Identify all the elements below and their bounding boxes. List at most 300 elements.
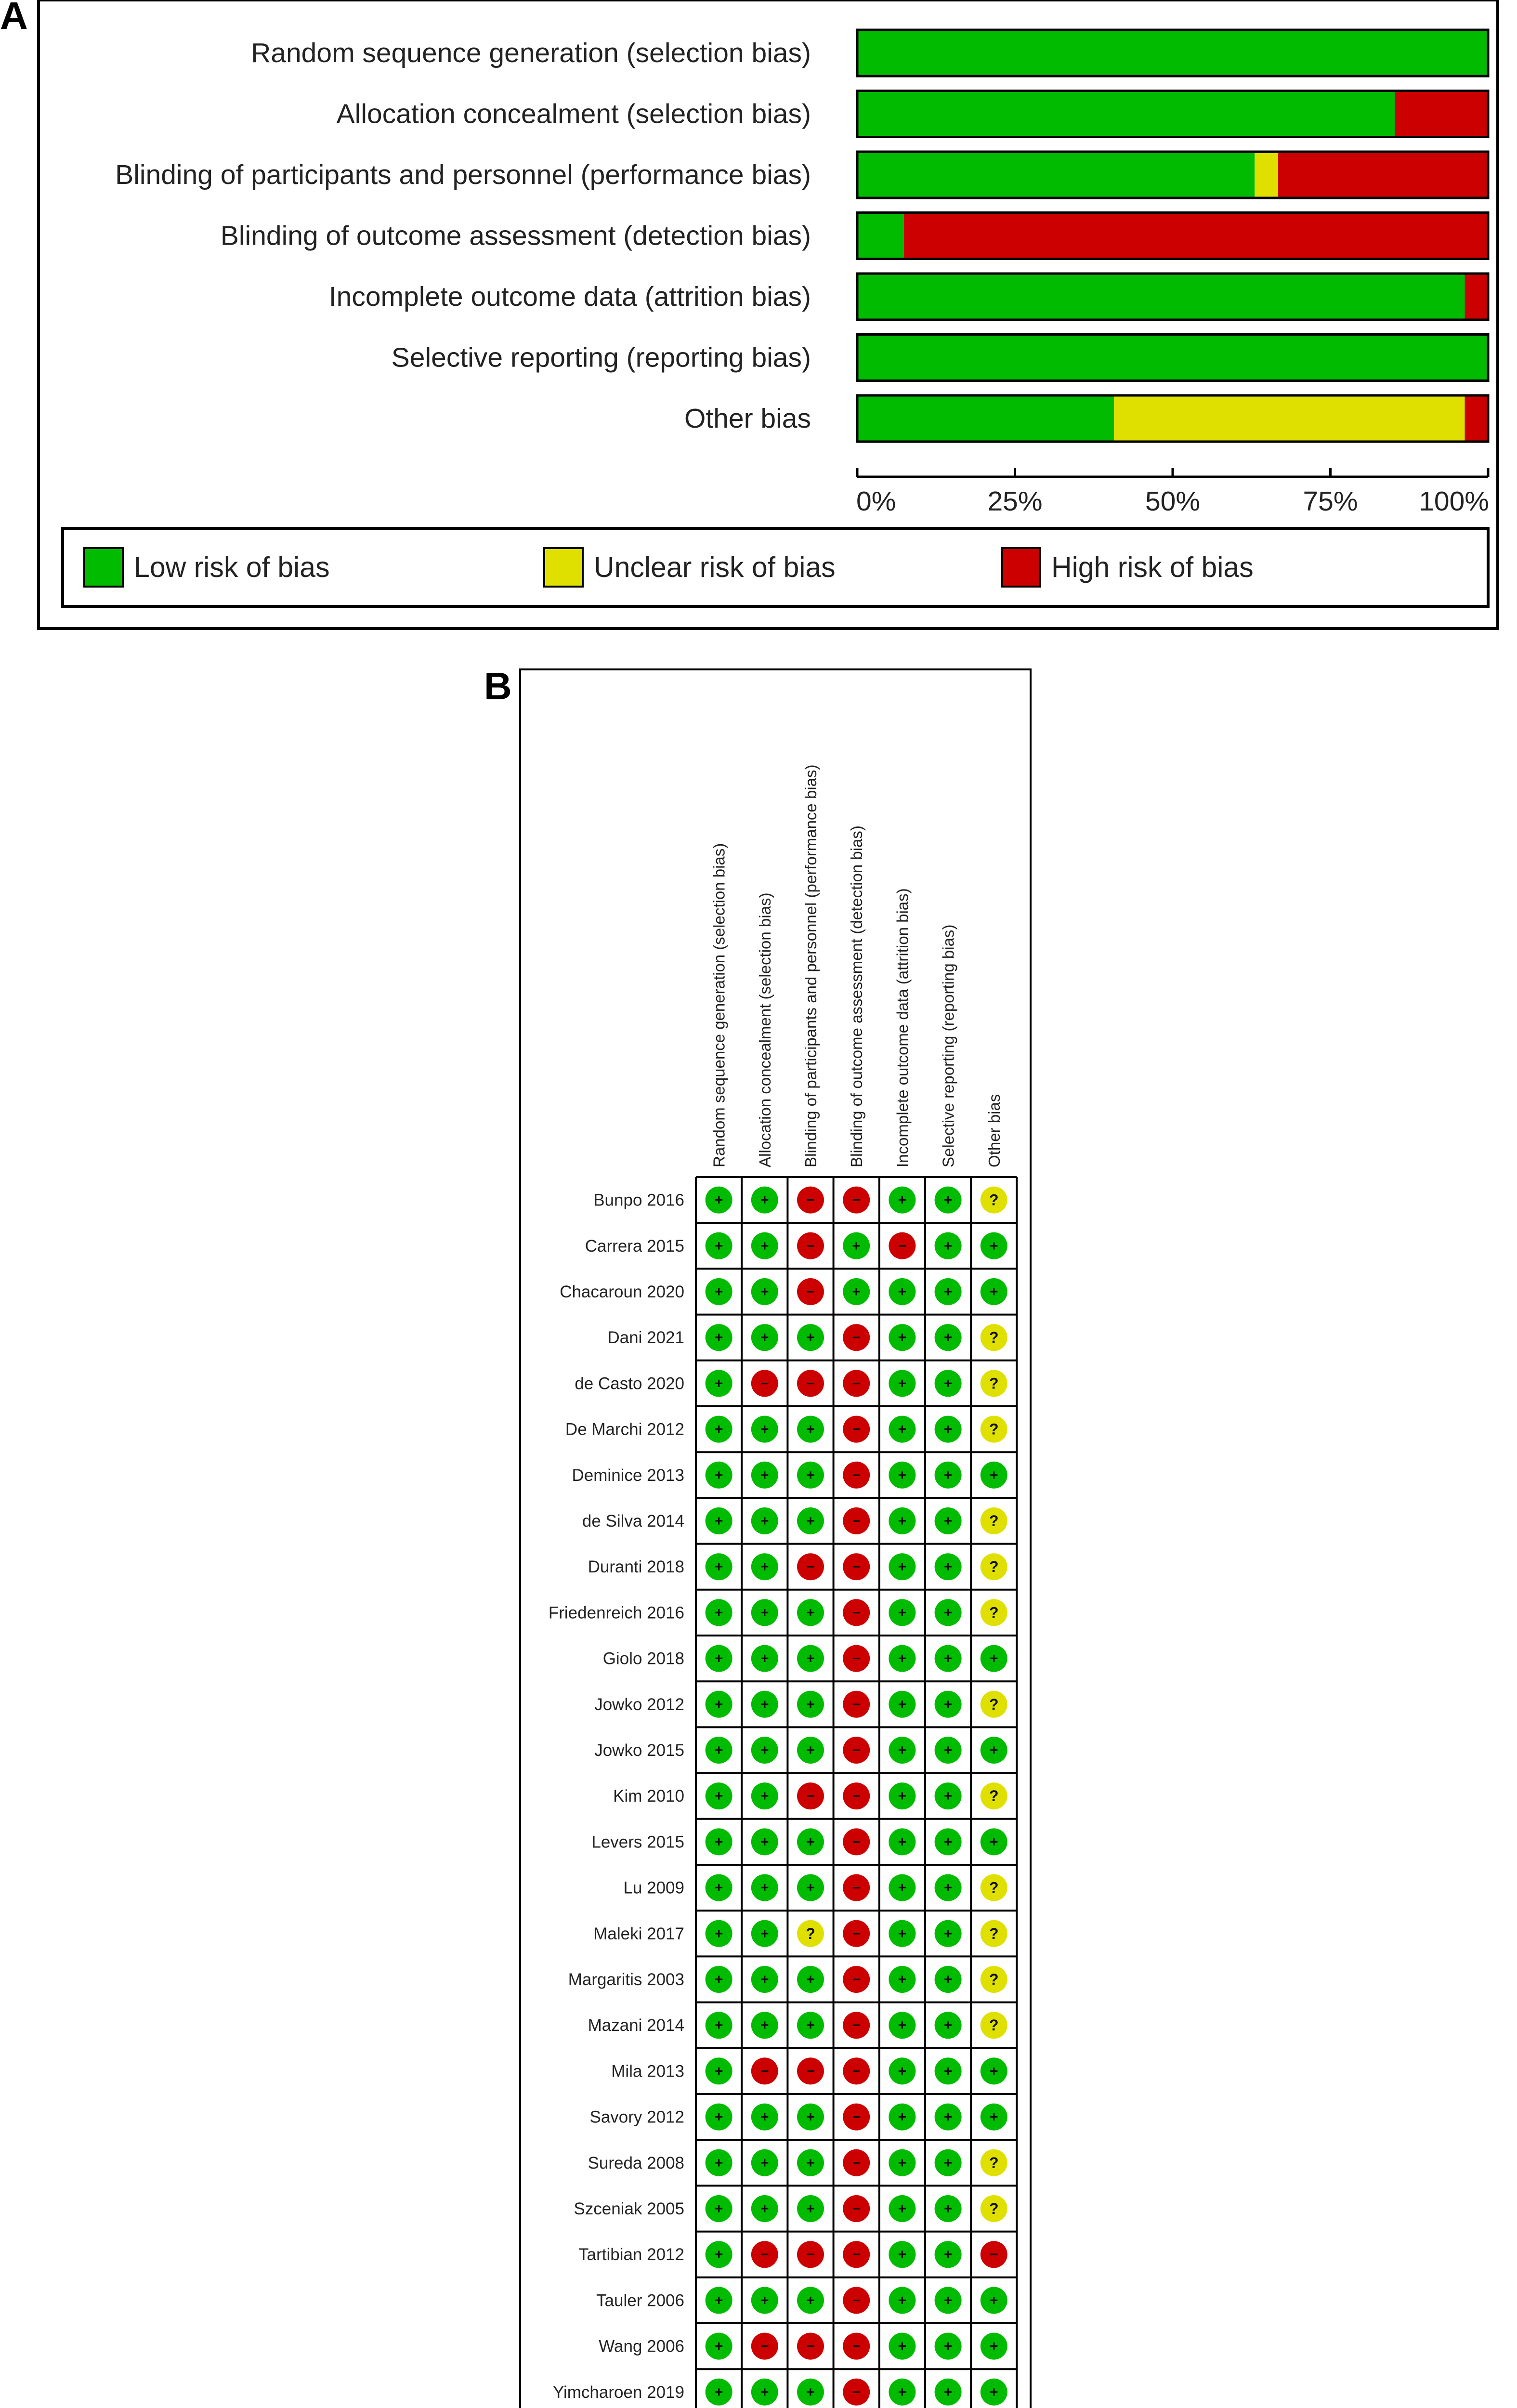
judgement-low-maleki-2017-col5 [889, 1920, 915, 1947]
judgement-low-yimcharoen-2019-col2 [751, 2379, 778, 2406]
judgement-unclear-mazani-2014-col7 [981, 2012, 1007, 2039]
judgement-symbol: + [898, 1880, 907, 1896]
judgement-low-bunpo-2016-col2 [751, 1187, 778, 1214]
judgement-symbol: + [990, 1650, 998, 1667]
study-label-chacaroun-2020: Chacaroun 2020 [560, 1283, 684, 1301]
legend-swatch-low-risk-of-bias [84, 548, 123, 587]
judgement-high-bunpo-2016-col3 [797, 1187, 824, 1214]
judgement-high-wang-2006-col2 [751, 2333, 778, 2360]
judgement-high-jowko-2015-col4 [843, 1737, 870, 1764]
judgement-symbol: + [806, 2017, 815, 2034]
judgement-symbol: + [760, 1284, 769, 1300]
panel-a-risk-summary [0, 0, 1498, 628]
judgement-low-giolo-2018-col1 [706, 1645, 732, 1672]
judgement-symbol: + [760, 1513, 769, 1529]
judgement-high-yimcharoen-2019-col4 [843, 2379, 870, 2406]
judgement-symbol: + [898, 1192, 907, 1208]
judgement-high-giolo-2018-col4 [843, 1645, 870, 1672]
judgement-symbol: + [806, 2201, 815, 2217]
judgement-low-carrera-2015-col6 [935, 1232, 962, 1259]
judgement-low-jowko-2012-col6 [935, 1691, 962, 1718]
judgement-symbol: + [714, 1650, 723, 1667]
judgement-low-chacaroun-2020-col4 [843, 1278, 870, 1305]
judgement-symbol: + [943, 2063, 953, 2080]
judgement-symbol: + [898, 1467, 907, 1483]
judgement-high-de-marchi-2012-col4 [843, 1416, 870, 1443]
judgement-symbol: + [760, 2292, 769, 2309]
judgement-symbol: + [898, 1925, 907, 1942]
judgement-unclear-szceniak-2005-col7 [981, 2195, 1007, 2222]
judgement-low-de-marchi-2012-col3 [797, 1416, 824, 1443]
judgement-symbol: + [852, 1238, 861, 1254]
study-label-margaritis-2003: Margaritis 2003 [568, 1970, 684, 1989]
judgement-low-margaritis-2003-col5 [889, 1966, 915, 1993]
x-tick-label-4: 75% [1303, 486, 1358, 517]
category-label-blinding-of-participants-and-personnel-performance-bias: Blinding of participants and personnel (performance bias) [115, 159, 811, 190]
judgement-low-de-marchi-2012-col5 [889, 1416, 915, 1443]
judgement-symbol: + [943, 1788, 953, 1805]
judgement-symbol: + [714, 1742, 723, 1758]
judgement-symbol: + [714, 1513, 723, 1529]
category-label-blinding-of-outcome-assessment-detection-bias: Blinding of outcome assessment (detection bias) [220, 220, 811, 251]
judgement-symbol: + [898, 1284, 907, 1300]
judgement-symbol: + [943, 1238, 953, 1254]
judgement-low-yimcharoen-2019-col6 [935, 2379, 962, 2406]
x-tick-label-3: 50% [1145, 486, 1201, 517]
judgement-symbol: − [852, 1467, 861, 1483]
judgement-symbol: + [806, 2292, 815, 2309]
judgement-low-dani-2021-col3 [797, 1324, 824, 1351]
judgement-low-jowko-2012-col5 [889, 1691, 915, 1718]
judgement-symbol: − [852, 1421, 861, 1438]
judgement-symbol: ? [989, 1374, 999, 1392]
judgement-low-levers-2015-col2 [751, 1828, 778, 1855]
judgement-high-savory-2012-col4 [843, 2104, 870, 2131]
judgement-high-maleki-2017-col4 [843, 1920, 870, 1947]
judgement-symbol: + [760, 1330, 769, 1346]
judgement-low-giolo-2018-col3 [797, 1645, 824, 1672]
judgement-low-tauler-2006-col1 [706, 2287, 732, 2314]
judgement-symbol: + [760, 1467, 769, 1483]
judgement-symbol: + [943, 1467, 953, 1483]
judgement-symbol: + [898, 2155, 907, 2171]
judgement-symbol: + [943, 2017, 953, 2034]
judgement-symbol: + [943, 1330, 953, 1346]
judgement-low-de-marchi-2012-col6 [935, 1416, 962, 1443]
judgement-low-wang-2006-col6 [935, 2333, 962, 2360]
study-label-duranti-2018: Duranti 2018 [588, 1557, 684, 1577]
judgement-low-szceniak-2005-col1 [706, 2195, 732, 2222]
judgement-symbol: + [806, 1696, 815, 1713]
bar-low-risk-of-bias-2 [857, 91, 1395, 137]
judgement-low-chacaroun-2020-col5 [889, 1278, 915, 1305]
judgement-low-margaritis-2003-col2 [751, 1966, 778, 1993]
judgement-symbol: + [760, 2017, 769, 2034]
judgement-low-jowko-2015-col3 [797, 1737, 824, 1764]
judgement-symbol: − [806, 2247, 815, 2263]
judgement-symbol: ? [989, 2154, 999, 2172]
judgement-low-giolo-2018-col5 [889, 1645, 915, 1672]
judgement-low-deminice-2013-col1 [706, 1462, 732, 1489]
judgement-symbol: ? [989, 1787, 999, 1805]
judgement-low-margaritis-2003-col6 [935, 1966, 962, 1993]
study-label-deminice-2013: Deminice 2013 [572, 1466, 684, 1485]
judgement-symbol: − [806, 2338, 815, 2355]
study-label-jowko-2012: Jowko 2012 [594, 1695, 684, 1714]
judgement-low-deminice-2013-col6 [935, 1462, 962, 1489]
bar-low-risk-of-bias-7 [857, 395, 1114, 442]
judgement-symbol: ? [989, 1558, 999, 1576]
judgement-high-friedenreich-2016-col4 [843, 1599, 870, 1626]
judgement-symbol: + [943, 1834, 953, 1850]
judgement-symbol: + [990, 2109, 998, 2125]
judgement-low-de-marchi-2012-col1 [706, 1416, 732, 1443]
judgement-low-savory-2012-col3 [797, 2104, 824, 2131]
judgement-low-jowko-2015-col5 [889, 1737, 915, 1764]
judgement-high-mila-2013-col3 [797, 2057, 824, 2084]
judgement-symbol: + [760, 1421, 769, 1438]
judgement-symbol: + [943, 1972, 953, 1988]
judgement-symbol: + [760, 2109, 769, 2125]
judgement-symbol: − [852, 1650, 861, 1667]
judgement-symbol: + [714, 1284, 723, 1300]
judgement-symbol: ? [989, 1191, 999, 1209]
judgement-symbol: + [714, 1375, 723, 1392]
judgement-symbol: − [806, 1788, 815, 1805]
judgement-high-deminice-2013-col4 [843, 1462, 870, 1489]
judgement-symbol: + [898, 2338, 907, 2355]
judgement-low-duranti-2018-col2 [751, 1553, 778, 1580]
judgement-unclear-sureda-2008-col7 [981, 2149, 1007, 2176]
judgement-symbol: + [898, 2201, 907, 2217]
judgement-symbol: + [943, 2155, 953, 2171]
judgement-symbol: + [943, 1605, 953, 1621]
judgement-symbol: + [714, 1192, 723, 1208]
judgement-symbol: + [806, 1421, 815, 1438]
judgement-symbol: + [943, 1925, 953, 1942]
study-label-maleki-2017: Maleki 2017 [593, 1924, 684, 1943]
study-label-levers-2015: Levers 2015 [591, 1832, 684, 1852]
judgement-low-szceniak-2005-col3 [797, 2195, 824, 2222]
x-tick-label-1: 0% [856, 486, 896, 517]
judgement-low-tartibian-2012-col6 [935, 2241, 962, 2268]
judgement-symbol: − [852, 1559, 861, 1575]
judgement-high-carrera-2015-col5 [889, 1232, 915, 1259]
judgement-symbol: + [943, 2109, 953, 2125]
judgement-symbol: + [760, 1559, 769, 1575]
judgement-symbol: + [898, 1375, 907, 1392]
judgement-high-tartibian-2012-col2 [751, 2241, 778, 2268]
judgement-symbol: − [852, 1925, 861, 1942]
judgement-symbol: − [852, 1788, 861, 1805]
judgement-unclear-maleki-2017-col7 [981, 1920, 1007, 1947]
judgement-symbol: + [898, 2292, 907, 2309]
study-labels [549, 1191, 684, 2402]
judgement-low-friedenreich-2016-col3 [797, 1599, 824, 1626]
study-label-carrera-2015: Carrera 2015 [585, 1236, 684, 1256]
judgement-symbol: ? [806, 1924, 815, 1942]
judgement-symbol: + [943, 1513, 953, 1529]
judgement-symbol: ? [989, 1420, 999, 1438]
judgement-low-lu-2009-col2 [751, 1874, 778, 1901]
judgement-low-wang-2006-col7 [981, 2333, 1007, 2360]
judgement-low-yimcharoen-2019-col1 [706, 2379, 732, 2406]
judgement-low-jowko-2015-col1 [706, 1737, 732, 1764]
judgement-symbol: + [898, 1513, 907, 1529]
column-header-blinding-of-outcome-assessment-detection-bias: Blinding of outcome assessment (detection bias) [848, 825, 866, 1167]
study-label-de-marchi-2012: De Marchi 2012 [565, 1420, 684, 1439]
study-label-friedenreich-2016: Friedenreich 2016 [548, 1603, 684, 1623]
judgement-low-kim-2010-col5 [889, 1782, 915, 1809]
judgement-symbol: − [852, 1375, 861, 1392]
study-label-yimcharoen-2019: Yimcharoen 2019 [552, 2382, 684, 2402]
judgement-symbol: ? [989, 2016, 999, 2034]
judgement-symbol: + [990, 2292, 998, 2309]
study-label-dani-2021: Dani 2021 [607, 1328, 684, 1348]
judgement-symbol: + [898, 2017, 907, 2034]
judgement-symbol: + [943, 1559, 953, 1575]
judgement-low-deminice-2013-col7 [981, 1462, 1007, 1489]
judgement-symbol: + [714, 1788, 723, 1805]
judgement-symbol: + [943, 1650, 953, 1667]
judgement-low-mila-2013-col5 [889, 2057, 915, 2084]
bar-high-risk-of-bias-5 [1465, 274, 1488, 320]
judgement-low-chacaroun-2020-col2 [751, 1278, 778, 1305]
judgement-low-levers-2015-col3 [797, 1828, 824, 1855]
judgement-low-chacaroun-2020-col7 [981, 1278, 1007, 1305]
judgement-symbol: + [760, 1696, 769, 1713]
judgement-symbol: + [714, 2063, 723, 2080]
judgement-low-sureda-2008-col1 [706, 2149, 732, 2176]
judgement-symbol: + [806, 2155, 815, 2171]
judgement-low-jowko-2015-col2 [751, 1737, 778, 1764]
judgement-symbol: − [806, 2063, 815, 2080]
judgement-low-jowko-2015-col7 [981, 1737, 1007, 1764]
judgement-low-bunpo-2016-col6 [935, 1187, 962, 1214]
judgement-symbol: + [714, 2247, 723, 2263]
judgement-high-margaritis-2003-col4 [843, 1966, 870, 1993]
judgement-symbol: − [990, 2247, 998, 2263]
judgement-low-yimcharoen-2019-col3 [797, 2379, 824, 2406]
judgement-symbol: + [760, 1834, 769, 1850]
judgement-symbol: − [852, 2155, 861, 2171]
judgement-symbol: − [852, 1972, 861, 1988]
judgement-low-wang-2006-col5 [889, 2333, 915, 2360]
judgement-low-tartibian-2012-col1 [706, 2241, 732, 2268]
judgement-low-mazani-2014-col3 [797, 2012, 824, 2039]
study-label-szceniak-2005: Szceniak 2005 [574, 2199, 684, 2218]
judgement-symbol: ? [989, 1924, 999, 1942]
judgement-symbol: − [760, 1375, 769, 1392]
judgement-unclear-friedenreich-2016-col7 [981, 1599, 1007, 1626]
judgement-low-kim-2010-col6 [935, 1782, 962, 1809]
judgement-symbol: − [852, 1742, 861, 1758]
judgement-symbol: + [806, 1467, 815, 1483]
column-header-incomplete-outcome-data-attrition-bias: Incomplete outcome data (attrition bias) [893, 888, 912, 1167]
panel-a-letter: A [0, 0, 28, 37]
judgement-low-szceniak-2005-col6 [935, 2195, 962, 2222]
judgement-low-yimcharoen-2019-col7 [981, 2379, 1007, 2406]
column-headers [710, 765, 1003, 1167]
judgement-high-sureda-2008-col4 [843, 2149, 870, 2176]
judgement-symbol: + [943, 1742, 953, 1758]
judgement-high-duranti-2018-col4 [843, 1553, 870, 1580]
judgement-symbol: − [760, 2063, 769, 2080]
judgement-low-mila-2013-col6 [935, 2057, 962, 2084]
category-labels [115, 38, 811, 434]
bar-low-risk-of-bias-4 [857, 213, 904, 259]
study-label-mazani-2014: Mazani 2014 [588, 2016, 684, 2035]
judgement-symbol: + [714, 2109, 723, 2125]
judgement-symbol: + [760, 1925, 769, 1942]
judgement-symbol: − [852, 2384, 861, 2400]
x-axis [856, 468, 1489, 517]
judgement-unclear-de-casto-2020-col7 [981, 1370, 1007, 1397]
judgement-low-maleki-2017-col6 [935, 1920, 962, 1947]
judgement-low-mila-2013-col7 [981, 2057, 1007, 2084]
judgement-symbol: + [760, 2201, 769, 2217]
judgement-symbol: + [806, 1513, 815, 1529]
judgement-high-de-casto-2020-col4 [843, 1370, 870, 1397]
judgement-low-jowko-2012-col1 [706, 1691, 732, 1718]
judgement-symbol: + [714, 1238, 723, 1254]
judgement-symbol: + [806, 1972, 815, 1988]
legend [84, 548, 1254, 587]
judgement-symbol: − [806, 1284, 815, 1300]
judgement-high-mila-2013-col2 [751, 2057, 778, 2084]
judgement-low-bunpo-2016-col1 [706, 1187, 732, 1214]
judgement-low-mazani-2014-col2 [751, 2012, 778, 2039]
judgement-symbol: + [898, 2247, 907, 2263]
study-label-jowko-2015: Jowko 2015 [594, 1741, 684, 1760]
judgement-high-tartibian-2012-col4 [843, 2241, 870, 2268]
judgement-symbol: + [990, 1742, 998, 1758]
judgement-low-carrera-2015-col4 [843, 1232, 870, 1259]
judgement-low-de-silva-2014-col1 [706, 1507, 732, 1534]
judgement-symbol: + [806, 1880, 815, 1896]
judgement-low-wang-2006-col1 [706, 2333, 732, 2360]
study-label-bunpo-2016: Bunpo 2016 [593, 1191, 684, 1210]
study-label-de-casto-2020: de Casto 2020 [575, 1374, 684, 1393]
judgement-symbol: − [852, 2017, 861, 2034]
judgement-low-mazani-2014-col5 [889, 2012, 915, 2039]
judgement-symbol: + [806, 1742, 815, 1758]
judgement-symbol: + [898, 1834, 907, 1850]
judgement-low-sureda-2008-col6 [935, 2149, 962, 2176]
judgement-symbol: + [943, 1375, 953, 1392]
judgement-low-jowko-2015-col6 [935, 1737, 962, 1764]
judgement-unclear-jowko-2012-col7 [981, 1691, 1007, 1718]
judgement-symbol: + [852, 1284, 861, 1300]
judgement-low-mila-2013-col1 [706, 2057, 732, 2084]
judgement-symbol: + [990, 1238, 998, 1254]
judgement-symbol: − [898, 1238, 907, 1254]
judgement-unclear-maleki-2017-col3 [797, 1920, 824, 1947]
judgement-symbol: + [760, 1238, 769, 1254]
judgement-symbol: − [852, 2292, 861, 2309]
category-label-selective-reporting-reporting-bias: Selective reporting (reporting bias) [391, 342, 811, 373]
judgement-symbol: + [943, 1880, 953, 1896]
bar-low-risk-of-bias-3 [857, 152, 1255, 198]
judgement-unclear-bunpo-2016-col7 [981, 1187, 1007, 1214]
judgement-symbol: ? [989, 1695, 999, 1713]
judgement-low-levers-2015-col6 [935, 1828, 962, 1855]
judgement-low-giolo-2018-col7 [981, 1645, 1007, 1672]
judgement-symbol: + [898, 2384, 907, 2400]
judgement-symbol: + [714, 1421, 723, 1438]
judgement-symbol: − [852, 1513, 861, 1529]
legend-swatch-high-risk-of-bias [1002, 548, 1040, 587]
judgement-symbol: + [990, 1284, 998, 1300]
judgement-high-tartibian-2012-col7 [981, 2241, 1007, 2268]
legend-label-unclear-risk-of-bias: Unclear risk of bias [594, 551, 836, 583]
study-label-savory-2012: Savory 2012 [589, 2107, 684, 2127]
judgement-low-szceniak-2005-col5 [889, 2195, 915, 2222]
judgement-high-chacaroun-2020-col3 [797, 1278, 824, 1305]
judgement-symbol: + [760, 2155, 769, 2171]
judgement-unclear-lu-2009-col7 [981, 1874, 1007, 1901]
judgement-symbol: − [852, 1696, 861, 1713]
judgement-symbol: + [714, 1880, 723, 1896]
category-label-allocation-concealment-selection-bias: Allocation concealment (selection bias) [336, 98, 811, 130]
study-label-tauler-2006: Tauler 2006 [596, 2291, 684, 2310]
study-label-kim-2010: Kim 2010 [613, 1787, 684, 1806]
judgement-symbol: + [806, 2384, 815, 2400]
judgement-symbol: + [898, 1330, 907, 1346]
judgement-symbol: + [943, 1696, 953, 1713]
judgement-symbol: ? [989, 2200, 999, 2217]
judgement-low-levers-2015-col5 [889, 1828, 915, 1855]
judgement-symbol: + [806, 1834, 815, 1850]
judgement-low-bunpo-2016-col5 [889, 1187, 915, 1214]
judgement-symbol: ? [989, 1879, 999, 1897]
judgement-symbol: + [898, 1559, 907, 1575]
judgement-low-de-casto-2020-col1 [706, 1370, 732, 1397]
bar-unclear-risk-of-bias-7 [1114, 395, 1465, 442]
study-label-lu-2009: Lu 2009 [623, 1878, 684, 1898]
judgement-symbol: ? [989, 1512, 999, 1530]
judgement-low-chacaroun-2020-col1 [706, 1278, 732, 1305]
bar-unclear-risk-of-bias-3 [1255, 152, 1278, 198]
judgement-low-kim-2010-col2 [751, 1782, 778, 1809]
judgement-symbol: − [760, 2247, 769, 2263]
judgement-low-de-casto-2020-col5 [889, 1370, 915, 1397]
judgement-unclear-dani-2021-col7 [981, 1324, 1007, 1351]
judgement-low-duranti-2018-col5 [889, 1553, 915, 1580]
judgement-high-wang-2006-col3 [797, 2333, 824, 2360]
judgement-low-szceniak-2005-col2 [751, 2195, 778, 2222]
judgement-symbol: + [806, 1650, 815, 1667]
judgement-low-savory-2012-col5 [889, 2104, 915, 2131]
judgement-symbol: − [806, 1559, 815, 1575]
judgement-low-de-casto-2020-col6 [935, 1370, 962, 1397]
column-header-other-bias: Other bias [985, 1094, 1003, 1167]
judgement-low-friedenreich-2016-col6 [935, 1599, 962, 1626]
judgement-low-chacaroun-2020-col6 [935, 1278, 962, 1305]
judgement-low-margaritis-2003-col1 [706, 1966, 732, 1993]
judgement-low-carrera-2015-col7 [981, 1232, 1007, 1259]
study-label-sureda-2008: Sureda 2008 [588, 2153, 684, 2172]
judgement-low-mazani-2014-col1 [706, 2012, 732, 2039]
judgement-symbol: + [760, 1605, 769, 1621]
judgement-low-carrera-2015-col2 [751, 1232, 778, 1259]
judgement-symbol: + [806, 1605, 815, 1621]
judgement-low-savory-2012-col2 [751, 2104, 778, 2131]
judgement-symbol: − [852, 1834, 861, 1850]
x-tick-label-5: 100% [1419, 486, 1489, 517]
judgement-low-duranti-2018-col6 [935, 1553, 962, 1580]
judgement-symbol: + [806, 2109, 815, 2125]
